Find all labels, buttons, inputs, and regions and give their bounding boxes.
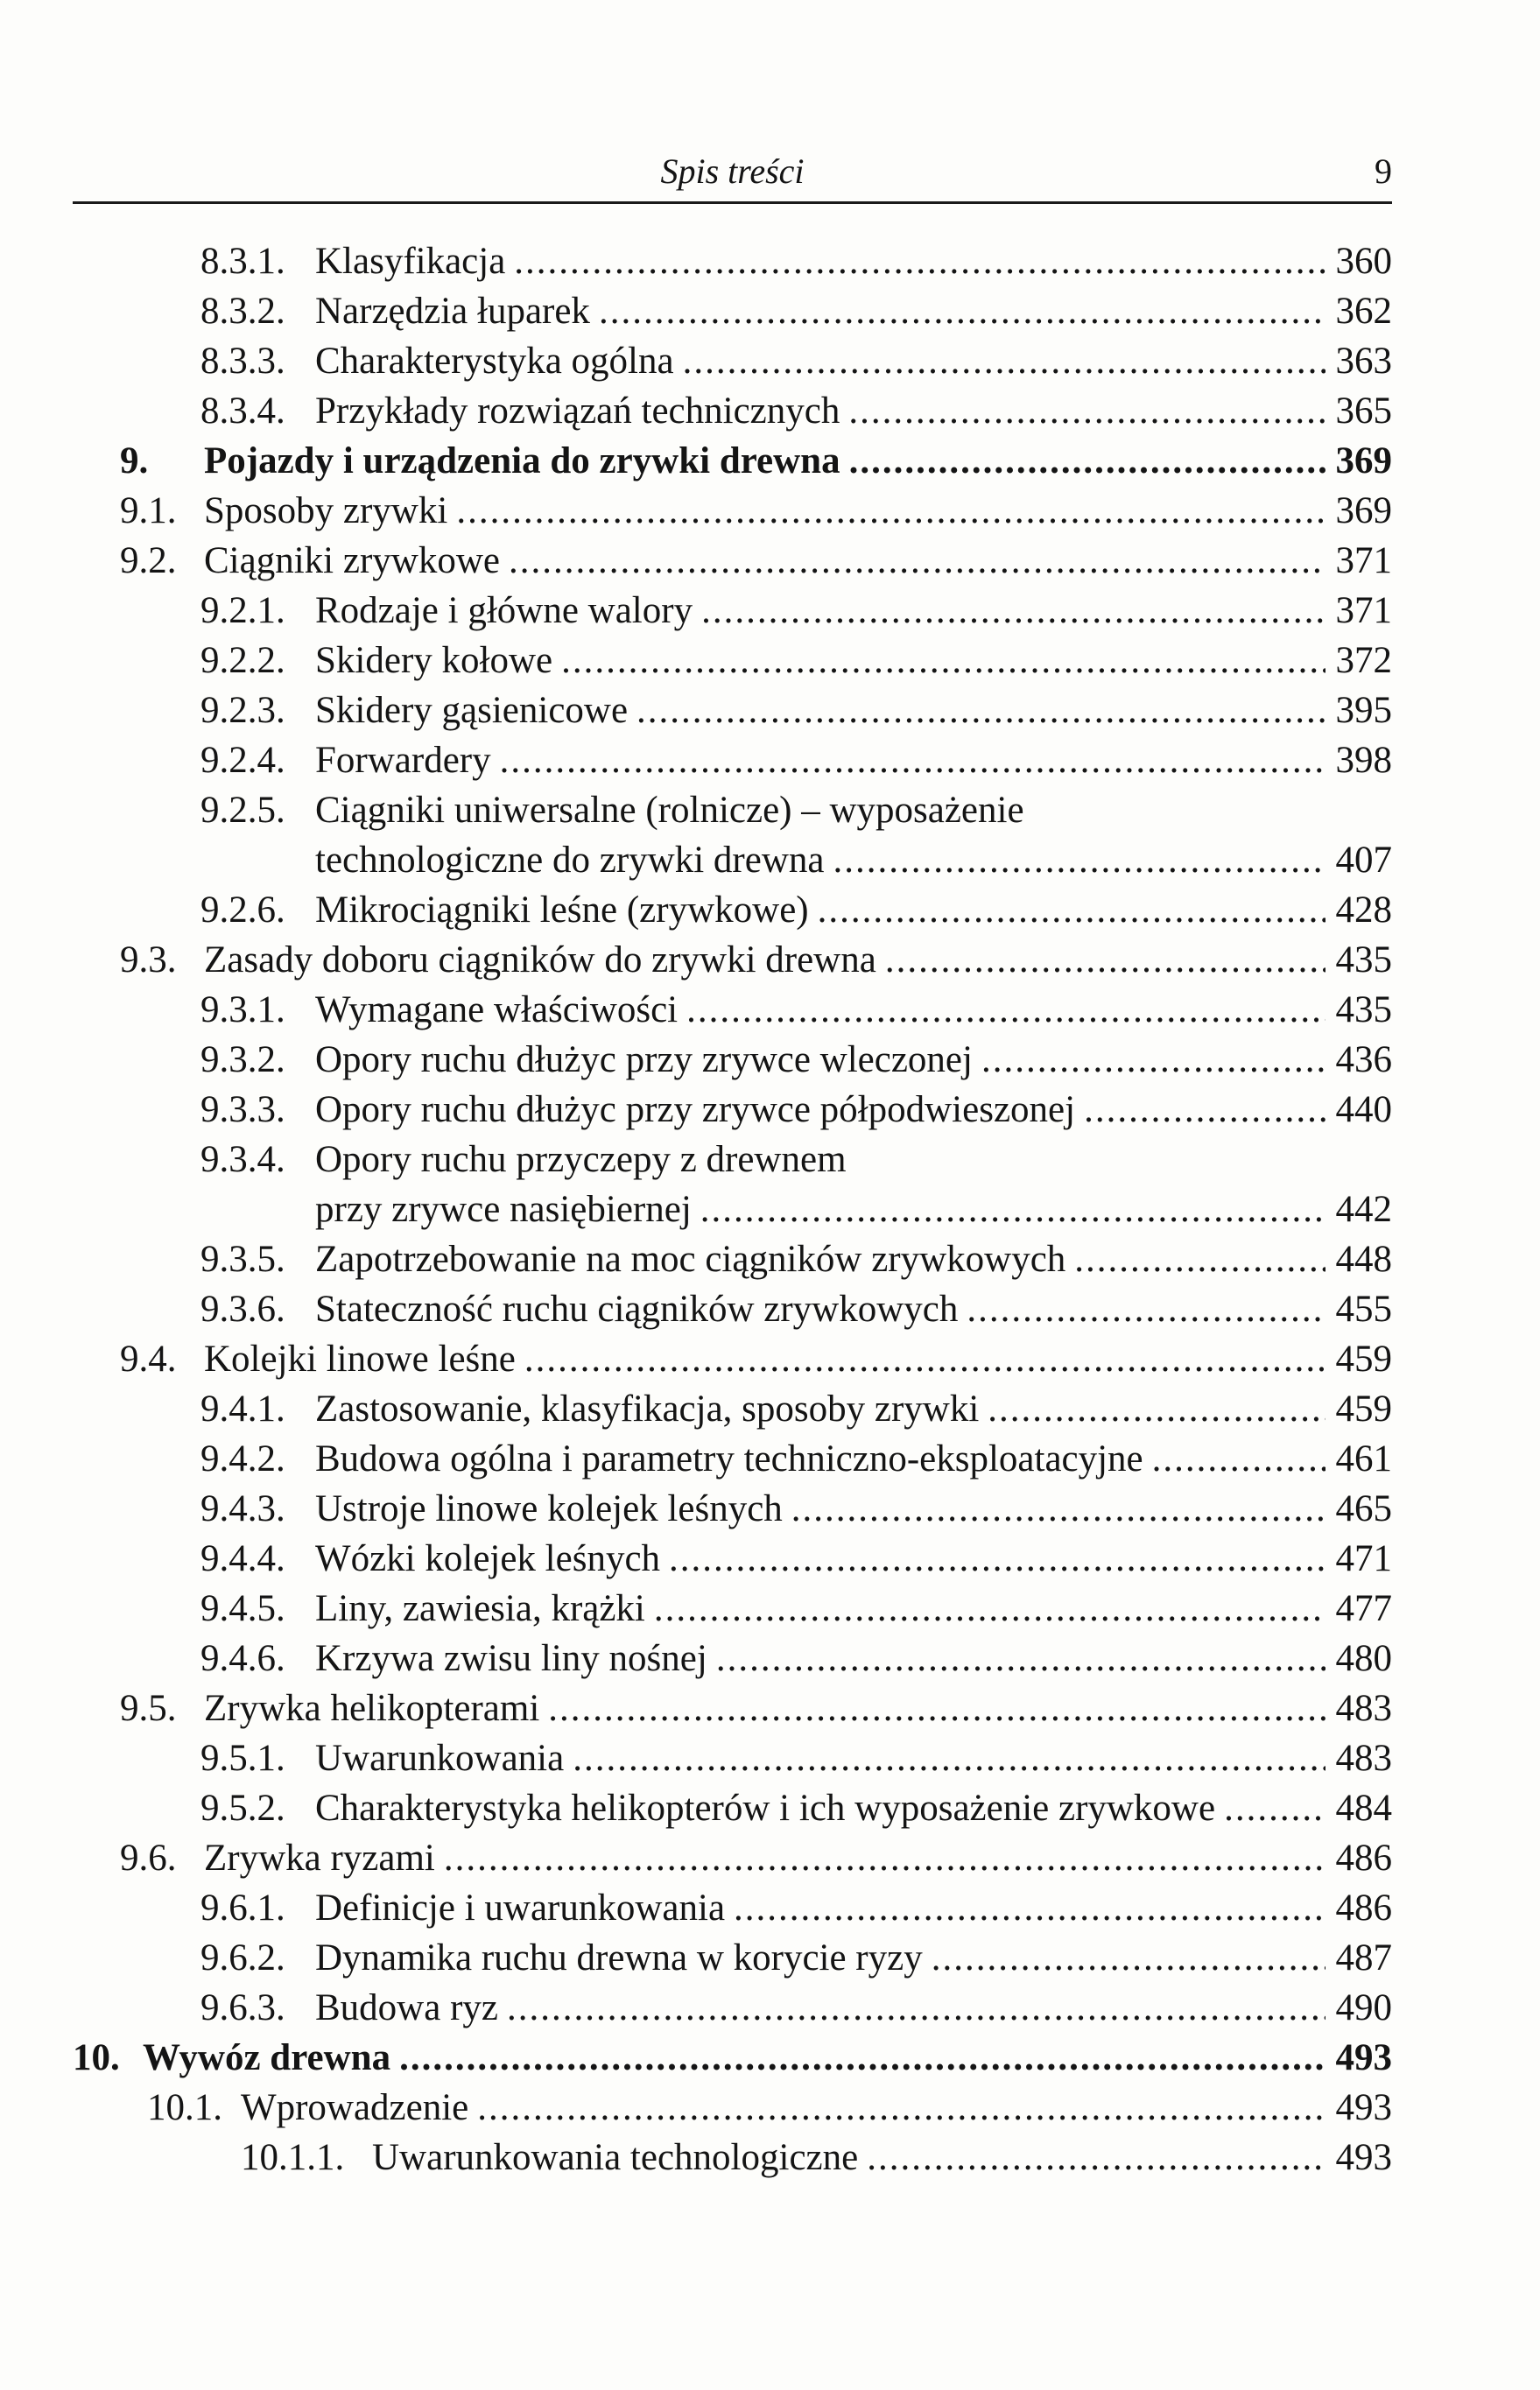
toc-page: 493	[1335, 2087, 1392, 2128]
dot-leader	[988, 1384, 1325, 1434]
toc-entry-9-4[interactable]	[0, 1334, 1540, 1384]
toc-title: Pojazdy i urządzenia do zrywki drewna	[204, 440, 840, 482]
dot-leader	[833, 835, 1325, 885]
toc-entry-9-3-1[interactable]	[0, 985, 1540, 1035]
toc-entry-9-2-2[interactable]	[0, 636, 1540, 685]
toc-title: Forwardery	[315, 740, 491, 781]
dot-leader	[683, 336, 1326, 386]
toc-title: Dynamika ruchu drewna w korycie ryzy	[315, 1937, 923, 1979]
dot-leader	[456, 486, 1325, 536]
toc-entry-9-2[interactable]	[0, 536, 1540, 586]
dot-leader	[1074, 1234, 1325, 1284]
toc-title: Skidery kołowe	[315, 640, 553, 681]
toc-page: 407	[1335, 840, 1392, 881]
toc-number: 9.3.3.	[200, 1089, 285, 1130]
toc-page: 486	[1335, 1838, 1392, 1879]
toc-title: Uwarunkowania	[315, 1738, 565, 1779]
toc-page: 486	[1335, 1887, 1392, 1929]
toc-title: Stateczność ruchu ciągników zrywkowych	[315, 1289, 959, 1330]
dot-leader	[849, 436, 1326, 486]
toc-number: 9.2.5.	[200, 790, 285, 831]
toc-page: 395	[1335, 690, 1392, 731]
toc-entry-10-1-1[interactable]	[0, 2133, 1540, 2183]
dot-leader	[701, 586, 1325, 636]
dot-leader	[548, 1684, 1325, 1733]
toc-number: 8.3.4.	[200, 390, 285, 432]
table-of-contents	[0, 236, 1540, 2183]
toc-title: Rodzaje i główne walory	[315, 590, 693, 631]
toc-entry-9-4-1[interactable]	[0, 1384, 1540, 1434]
dot-leader	[848, 386, 1325, 436]
dot-leader	[477, 2083, 1325, 2133]
toc-title: Liny, zawiesia, krążki	[315, 1588, 645, 1629]
toc-title: Kolejki linowe leśne	[204, 1339, 516, 1380]
dot-leader	[791, 1484, 1326, 1534]
toc-number: 10.1.	[147, 2087, 222, 2128]
toc-page: 369	[1335, 440, 1392, 482]
toc-entry-9-5-1[interactable]	[0, 1733, 1540, 1783]
toc-number: 9.4.3.	[200, 1488, 285, 1529]
toc-title: Definicje i uwarunkowania	[315, 1887, 726, 1929]
toc-title: Wózki kolejek leśnych	[315, 1538, 661, 1579]
toc-page: 371	[1335, 590, 1392, 631]
toc-entry-9-4-5[interactable]	[0, 1584, 1540, 1634]
toc-number: 9.3.6.	[200, 1289, 285, 1330]
toc-entry-9-6-2[interactable]	[0, 1933, 1540, 1983]
toc-entry-8-3-2[interactable]	[0, 286, 1540, 336]
toc-title: Klasyfikacja	[315, 241, 506, 282]
toc-title: Budowa ryz	[315, 1987, 498, 2028]
toc-page: 459	[1335, 1339, 1392, 1380]
toc-page: 461	[1335, 1438, 1392, 1480]
toc-title: Wprowadzenie	[241, 2087, 469, 2128]
toc-title: Ustroje linowe kolejek leśnych	[315, 1488, 783, 1529]
toc-title: Opory ruchu dłużyc przy zrywce wleczonej	[315, 1039, 973, 1080]
toc-entry-9-4-4[interactable]	[0, 1534, 1540, 1584]
toc-number: 9.4.6.	[200, 1638, 285, 1679]
toc-number: 9.4.4.	[200, 1538, 285, 1579]
toc-entry-9-3[interactable]	[0, 935, 1540, 985]
toc-title: Krzywa zwisu liny nośnej	[315, 1638, 707, 1679]
toc-number: 8.3.2.	[200, 291, 285, 332]
dot-leader	[509, 536, 1326, 586]
toc-number: 9.2.4.	[200, 740, 285, 781]
toc-entry-9-4-3[interactable]	[0, 1484, 1540, 1534]
dot-leader	[1084, 1085, 1325, 1135]
toc-page: 487	[1335, 1937, 1392, 1979]
toc-page: 490	[1335, 1987, 1392, 2028]
dot-leader	[932, 1933, 1326, 1983]
toc-page: 362	[1335, 291, 1392, 332]
toc-page: 435	[1335, 939, 1392, 981]
toc-number: 9.4.2.	[200, 1438, 285, 1480]
toc-number: 9.	[120, 440, 149, 482]
toc-page: 448	[1335, 1239, 1392, 1280]
toc-title: Opory ruchu dłużyc przy zrywce półpodwieszonej	[315, 1089, 1076, 1130]
toc-entry-9-2-5[interactable]	[0, 785, 1540, 885]
toc-entry-9-3-5[interactable]	[0, 1234, 1540, 1284]
toc-entry-9-3-2[interactable]	[0, 1035, 1540, 1085]
toc-page: 365	[1335, 390, 1392, 432]
toc-entry-8-3-3[interactable]	[0, 336, 1540, 386]
toc-number: 9.3.2.	[200, 1039, 285, 1080]
toc-number: 9.6.1.	[200, 1887, 285, 1929]
toc-title: Uwarunkowania technologiczne	[372, 2137, 859, 2178]
running-title: Spis treści	[660, 151, 805, 191]
dot-leader	[399, 2033, 1325, 2083]
toc-number: 10.1.1.	[241, 2137, 345, 2178]
toc-number: 9.5.	[120, 1688, 177, 1729]
toc-page: 480	[1335, 1638, 1392, 1679]
toc-number: 9.3.1.	[200, 989, 285, 1030]
toc-entry-9-2-6[interactable]	[0, 885, 1540, 935]
toc-number: 8.3.1.	[200, 241, 285, 282]
dot-leader	[867, 2133, 1325, 2183]
toc-number: 9.2.2.	[200, 640, 285, 681]
toc-number: 9.4.	[120, 1339, 177, 1380]
dot-leader	[967, 1284, 1325, 1334]
toc-title: Zastosowanie, klasyfikacja, sposoby zrywki	[315, 1388, 980, 1430]
toc-page: 440	[1335, 1089, 1392, 1130]
toc-entry-9-4-2[interactable]	[0, 1434, 1540, 1484]
toc-page: 398	[1335, 740, 1392, 781]
toc-page: 371	[1335, 540, 1392, 581]
dot-leader	[981, 1035, 1326, 1085]
toc-title-line2: technologiczne do zrywki drewna	[315, 840, 825, 881]
toc-title: Zasady doboru ciągników do zrywki drewna	[204, 939, 876, 981]
toc-page: 455	[1335, 1289, 1392, 1330]
dot-leader	[654, 1584, 1326, 1634]
toc-entry-8-3-4[interactable]	[0, 386, 1540, 436]
toc-page: 471	[1335, 1538, 1392, 1579]
toc-number: 9.5.2.	[200, 1788, 285, 1829]
toc-title-line1: Opory ruchu przyczepy z drewnem	[315, 1139, 847, 1180]
toc-number: 9.2.3.	[200, 690, 285, 731]
toc-number: 9.5.1.	[200, 1738, 285, 1779]
toc-page: 483	[1335, 1688, 1392, 1729]
page-header	[73, 147, 1392, 204]
toc-title: Narzędzia łuparek	[315, 291, 590, 332]
dot-leader	[573, 1733, 1325, 1783]
toc-number: 8.3.3.	[200, 341, 285, 382]
dot-leader	[885, 935, 1326, 985]
toc-entry-9-2-1[interactable]	[0, 586, 1540, 636]
toc-number: 9.4.5.	[200, 1588, 285, 1629]
toc-entry-9-1[interactable]	[0, 486, 1540, 536]
toc-entry-10-1[interactable]	[0, 2083, 1540, 2133]
page-number: 9	[1375, 151, 1392, 191]
toc-title: Przykłady rozwiązań technicznych	[315, 390, 840, 432]
toc-number: 9.3.	[120, 939, 177, 981]
toc-entry-9-5[interactable]	[0, 1684, 1540, 1733]
toc-chapter-10[interactable]	[0, 2033, 1540, 2083]
toc-title: Wywóz drewna	[143, 2037, 391, 2078]
toc-number: 9.4.1.	[200, 1388, 285, 1430]
toc-page: 442	[1335, 1189, 1392, 1230]
toc-title: Budowa ogólna i parametry techniczno-eksploatacyjne	[315, 1438, 1143, 1480]
toc-number: 9.3.5.	[200, 1239, 285, 1280]
toc-number: 9.2.1.	[200, 590, 285, 631]
toc-title: Wymagane właściwości	[315, 989, 679, 1030]
dot-leader	[500, 735, 1326, 785]
toc-page: 360	[1335, 241, 1392, 282]
toc-number: 9.3.4.	[200, 1139, 285, 1180]
toc-entry-9-6[interactable]	[0, 1833, 1540, 1883]
toc-entry-9-2-4[interactable]	[0, 735, 1540, 785]
dot-leader	[1152, 1434, 1326, 1484]
toc-entry-9-3-6[interactable]	[0, 1284, 1540, 1334]
dot-leader	[636, 685, 1325, 735]
toc-page: 484	[1335, 1788, 1392, 1829]
dot-leader	[524, 1334, 1326, 1384]
toc-title: Charakterystyka ogólna	[315, 341, 674, 382]
toc-title: Charakterystyka helikopterów i ich wyposażenie zrywkowe	[315, 1788, 1216, 1829]
dot-leader	[686, 985, 1325, 1035]
toc-entry-9-2-3[interactable]	[0, 685, 1540, 735]
toc-page: 493	[1335, 2137, 1392, 2178]
dot-leader	[669, 1534, 1325, 1584]
toc-page: 493	[1335, 2037, 1392, 2078]
toc-page: 459	[1335, 1388, 1392, 1430]
toc-title-line1: Ciągniki uniwersalne (rolnicze) – wyposażenie	[315, 790, 1024, 831]
dot-leader	[514, 236, 1325, 286]
dot-leader	[599, 286, 1326, 336]
dot-leader	[716, 1634, 1326, 1684]
toc-entry-9-5-2[interactable]	[0, 1783, 1540, 1833]
dot-leader	[507, 1983, 1326, 2033]
dot-leader	[734, 1883, 1325, 1933]
toc-entry-9-6-3[interactable]	[0, 1983, 1540, 2033]
dot-leader	[444, 1833, 1326, 1883]
toc-number: 10.	[73, 2037, 120, 2078]
toc-chapter-9[interactable]	[0, 436, 1540, 486]
toc-page: 465	[1335, 1488, 1392, 1529]
toc-page: 477	[1335, 1588, 1392, 1629]
dot-leader	[1224, 1783, 1325, 1833]
toc-entry-8-3-1[interactable]	[0, 236, 1540, 286]
toc-page: 435	[1335, 989, 1392, 1030]
toc-number: 9.6.2.	[200, 1937, 285, 1979]
toc-title: Mikrociągniki leśne (zrywkowe)	[315, 889, 809, 931]
toc-page: 363	[1335, 341, 1392, 382]
toc-page: 372	[1335, 640, 1392, 681]
toc-title: Zrywka ryzami	[204, 1838, 435, 1879]
toc-number: 9.6.	[120, 1838, 177, 1879]
toc-entry-9-3-3[interactable]	[0, 1085, 1540, 1135]
toc-entry-9-4-6[interactable]	[0, 1634, 1540, 1684]
toc-title-line2: przy zrywce nasiębiernej	[315, 1189, 692, 1230]
dot-leader	[700, 1184, 1326, 1234]
toc-title: Zapotrzebowanie na moc ciągników zrywkowych	[315, 1239, 1066, 1280]
toc-entry-9-3-4[interactable]	[0, 1135, 1540, 1234]
toc-page: 483	[1335, 1738, 1392, 1779]
toc-title: Zrywka helikopterami	[204, 1688, 540, 1729]
toc-entry-9-6-1[interactable]	[0, 1883, 1540, 1933]
toc-number: 9.2.	[120, 540, 177, 581]
toc-page: 436	[1335, 1039, 1392, 1080]
toc-page: 369	[1335, 490, 1392, 531]
toc-number: 9.6.3.	[200, 1987, 285, 2028]
dot-leader	[818, 885, 1326, 935]
toc-page: 428	[1335, 889, 1392, 931]
toc-title: Skidery gąsienicowe	[315, 690, 629, 731]
toc-title: Ciągniki zrywkowe	[204, 540, 500, 581]
toc-number: 9.1.	[120, 490, 177, 531]
toc-title: Sposoby zrywki	[204, 490, 448, 531]
toc-number: 9.2.6.	[200, 889, 285, 931]
dot-leader	[561, 636, 1325, 685]
